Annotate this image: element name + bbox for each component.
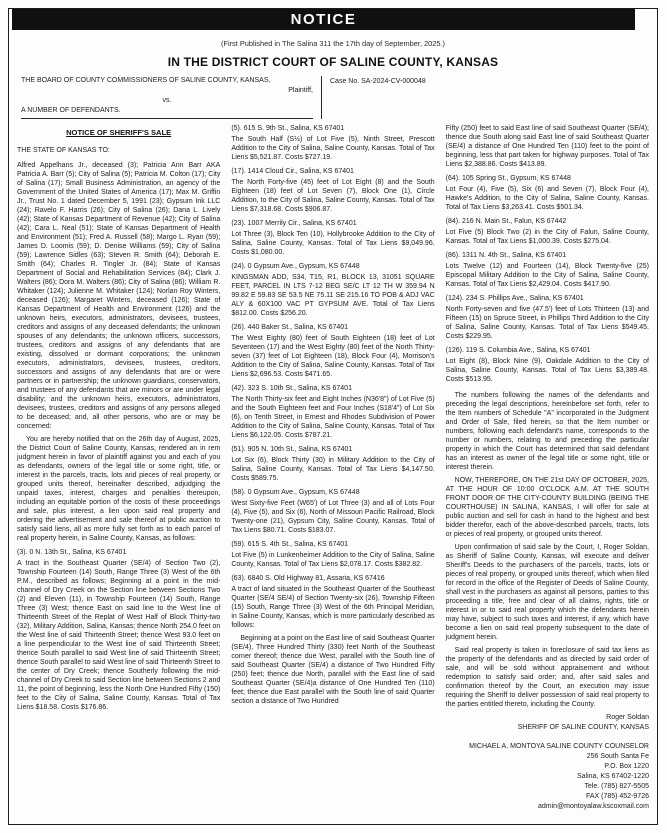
foreclosure-paragraph: Said real property is taken in foreclosure of said tax liens as the property of the defendants and as directed by said order of sale, and will be sold without appraisement and without redemption to satisfy said order; and, after said sales and confirmation thereof by the Court, an execution may issue requiring the Sheriff to deliver possession of said real property to the parties entitled thereto, including the County. (445, 647, 649, 708)
counselor-pobox: P.O. Box 1220 (604, 763, 649, 770)
property-description: The West Eighty (80) feet of South Eighteen (18) feet of Lot Seventeen (17) and the West Eighty (80) feet of the North Thirty-seven (37) feet of Lot Eighteen (18), Block Four (4), Morrison's Addition to the City of Salina, Saline County, Kansas. Total of Tax Liens $2,696.53. Costs $471.65. (231, 335, 435, 378)
property-description: Lot Six (6), Block Thirty (30) in Military Addition to the City of Salina, Saline County, Kansas. Total of Tax Liens $4,147.50. Costs $589.75. (231, 457, 435, 482)
property-description: A tract of land situated in the Southeast Quarter of the Southeast Quarter (SE/4 SE/4) of Section Twenty-six (26), Township Fifteen (15) South, Range Three (3) West of the 6th Principal Meridian, in Saline County, Kansas, which is more particularly described as follows: (231, 586, 435, 629)
property-address: (124). 234 S. Phillips Ave., Salina, KS 67401 (445, 295, 584, 302)
property-description: Lot Five (5) in Lunkenheimer Addition to the City of Salina, Saline County, Kansas. Total of Tax Liens $2,078.17. Costs $382.82. (231, 552, 435, 568)
property-address: (17). 1414 Cloud Cir., Salina, KS 67401 (231, 168, 354, 175)
property-description: Lot Eight (8), Block Nine (9), Oakdale Addition to the City of Salina, Saline County, Kansas. Total of Tax Liens $3,389.48. Costs $513.95. (445, 358, 649, 383)
case-caption (21, 76, 647, 119)
vs-label: vs. (162, 97, 172, 104)
notice-body-columns (9, 119, 657, 812)
property-description-continued: Fifty (250) feet to said East line of said Southeast Quarter (SE/4); thence due South along said East line of said Southeast Quarter (SE/4) a distance of One Hundred Ten (110) feet to the point of beginning, less that part taken for highway purposes. Total of Tax Liens $2,388.86. Costs $413.89. (445, 125, 649, 168)
caption-divider (321, 76, 322, 119)
column-3 (446, 124, 649, 812)
property-address: (26). 440 Baker St., Salina, KS 67401 (231, 324, 349, 331)
court-title: IN THE DISTRICT COURT OF SALINE COUNTY, KANSAS (167, 55, 499, 69)
property-description: The North Thirty-six feet and Eight Inches (N36'8") of Lot Five (5) and the South Eighteen feet and Four Inches (S18'4") of Lot Six (6), on Tenth Street, in Ernest and Rhodes Subdivision of Power Addition to the City of Salina, Saline County, Kansas. Total of Tax Liens $6,122.05. Costs $787.21. (231, 396, 435, 439)
property-address: (84). 216 N. Main St., Falun, KS 67442 (445, 218, 567, 225)
property-address: (126). 119 S. Columbia Ave., Salina, KS 67401 (445, 347, 591, 354)
property-description: West Sixty-five Feet (W65') of Lot Three (3) and all of Lots Four (4), Five (5), and Six (6), North of Missouri Pacific Railroad, Block Twenty-one (21), Gypsum City, Saline County, Kansas. Total of Tax Liens $80.71. Costs $183.07. (231, 500, 435, 534)
notice-banner (12, 9, 635, 30)
counselor-city: Salina, KS 67402-1220 (576, 773, 649, 780)
property-description: North Forty-seven and five (47.5') feet of Lots Thirteen (13) and Fifteen (15) on Spruce Street, in Phillips Third Addition to the City of Salina, Saline County, Kansas. Total of Tax Liens $549.45. Costs $229.95. (445, 306, 649, 340)
plaintiff-name: THE BOARD OF COUNTY COMMISSIONERS OF SALINE COUNTY, KANSAS, (21, 77, 271, 84)
counselor-phone: Tele. (785) 827-5505 (584, 783, 649, 790)
property-address: (23). 1007 Merrily Cir., Salina, KS 67401 (231, 220, 357, 227)
confirmation-paragraph: Upon confirmation of said sale by the Court, I, Roger Soldan, as Sheriff of Saline County, Kansas, will execute and deliver Sheriff's Deeds to the purchasers of the parcels, tracts, lots or pieces of real property, or grouped units thereof, which when filed for record in the office of the Register of Deeds of Saline County, shall vest in the purchasers as against all persons, parties to this proceeding a title, free and clear of all claims, rights, title or interest in or to said real property which the defendants herein may have, subject to such taxes and interest, if any, which have become a lien on said real property subsequent to the date of judgment herein. (445, 544, 649, 641)
judgment-notice-paragraph: You are hereby notified that on the 26th day of August, 2025, the District Court of Saline County, Kansas, rendered an in rem judgment herein in favor of plaintiff against you and each of you as defendants, owners of the legal title or some right, title, or interest in the parcels, tracts, lots and pieces of real property, or grouped units thereof, hereinafter described, adjudging the unpaid taxes, interest, charges and penalties thereupon, including an equitable portion of the costs of these proceedings and sale, plus interest, a lien upon said real property and ordering the advertisement and sale thereof at public auction to satisfy said liens, all as more fully set forth as to each parcel of real property herein, in Saline County, Kansas, as follows: (17, 436, 221, 542)
defendants-list-paragraph: Alfred Appelhans Jr., deceased (3); Patricia Ann Barr AKA Patricia A. Barr (5); City of Salina (5); Patricia M. Colton (17); City of Salina (17); Small Business Administration, an agency of the Government of the United States of America (17); Max M. Griffin Jr., Trust No. 1 dated December 5, 1991 (23); Gypsum Ink LLC (24); Ravelo F. Harris (26); City of Salina (26); Dana L. Lively (42); State of Kansas Department of Revenue (42); City of Salina (42); Cara L. Neal (51); State of Kansas Department of Health and Environment (51); Fred A. Russell (58); Margo L. Ryan (59); James D. Loomis (59); D. Denise Williams (59); City of Salina (59); Lawrence Sidles (63); Steven R. Smith (64); Deborah E. Smith (64); Charles R. Tingler Jr. (84); State of Kansas Department of Social and Rehabilitation Services (84); Clark J. Walters (86); Dora M. Walters (86); City of Salina (86); William R. Whitaker (124); Julienne M. Whitaker (124); Norlan Roy Winters, deceased (126); Margaret Winters, deceased (126); State of Kansas Department of Health and Environment (126) and the unknown heirs, executors, administrators, devisees, trustees, creditors and assigns of any deceased defendants; the unknown spouses of any defendants; the unknown officers, successors, trustees, creditors and assigns of any defendants that are existing, dissolved or dormant corporations; the unknown executors, administrators, devisees, trustees, creditors, successors and assigns of any defendants that are or were partners or in partnership; the unknown guardians, conservators, and trustees of any defendants that are minors or are under legal disability; and the unknown heirs, executors, administrators, devisees, trustees, creditors and assigns of any persons alleged to be deceased; and, all other persons, who are or may be concerned: (17, 162, 221, 430)
signature-spacer (446, 733, 649, 742)
counselor-name: MICHAEL A. MONTOYA SALINE COUNTY COUNSELOR (469, 743, 649, 750)
property-address: (64). 105 Spring St., Gypsum, KS 67448 (445, 175, 571, 182)
signature-block (446, 713, 649, 812)
property-address: (59). 615 S. 4th St., Salina, KS 67401 (231, 541, 349, 548)
defendants-label: A NUMBER OF DEFENDANTS. (21, 107, 121, 114)
property-description: Lot Three (3), Block Ten (10), Hollybrooke Addition to the City of Salina, Saline County, Kansas. Total of Tax Liens $9,049.96. Costs $1,080.00. (231, 231, 435, 256)
schedule-note-paragraph: The numbers following the names of the defendants and preceding the legal descriptions, hereinbefore set forth, refer to the Item numbers of Schedule "A" incorporated in the Judgment and Order of Sale, filed herein, so that the Item number or numbers, following each defendant's name, corresponds to the number or numbers, relating to and preceding the particular property in which the Court has determined that said defendant has an interest as owner of the legal title or some right, title or interest therein. (445, 392, 649, 471)
property-description: KINGSMAN ADD, S34, T15, R1, BLOCK 13, 31051 SQUARE FEET, PARCEL IN LTS 7-12 BEG SE/C LT 12 TH W 359.94 N 99.82 E 59.83 SE 53.5 NE 75.11 SE 215.16 TO POB & ADJ VAC ALY & 60X100 VAC PT GYPSUM AVE. Total of Tax Liens $812.00. Costs $256.20. (231, 274, 435, 317)
sheriff-name: Roger Soldan (606, 714, 649, 721)
case-caption-parties (21, 76, 313, 119)
column-2 (231, 124, 434, 812)
column-1 (17, 124, 220, 812)
counselor-email: admin@montoyalaw.kscoxmail.com (538, 803, 649, 810)
property-description: Beginning at a point on the East line of said Southeast Quarter (SE/4), Three Hundred Thirty (330) feet North of the Southeast corner thereof; thence due West, parallel with the South line of said Southeast Quarter (SE/4) a distance of Two Hundred Fifty (250) feet; thence due North, parallel with the East line of said Southeast Quarter (SE/4)a distance of One Hundred Ten (110) feet; thence due East parallel with the South line of said Quarter section a distance of Two Hundred (231, 635, 435, 705)
property-address: (58). 0 Gypsum Ave., Gypsum, KS 67448 (231, 489, 360, 496)
property-description: The North Forty-five (45) feet of Lot Eight (8) and the South Eighteen (18) feet of Lot Seven (7), Block One (1), Circle Addition, to the City of Salina, Saline County, Kansas. Total of Tax Liens $7,318.68. Costs $906.87. (231, 179, 435, 213)
property-address: (86). 1311 N. 4th St., Salina, KS 67401 (445, 252, 567, 259)
property-address: (63). 6840 S. Old Highway 81, Assaria, KS 67416 (231, 575, 385, 582)
property-description: Lot Five (5) Block Two (2) in the City of Falun, Saline County, Kansas. Total of Tax Liens $1,000.39. Costs $275.04. (445, 229, 649, 245)
state-of-kansas-line: THE STATE OF KANSAS TO: (17, 147, 110, 154)
plaintiff-label: Plaintiff, (288, 87, 313, 94)
sheriff-title: SHERIFF OF SALINE COUNTY, KANSAS (517, 724, 649, 731)
property-address: (24). 0 Gypsum Ave., Gypsum, KS 67448 (231, 263, 360, 270)
property-description: The South Half (S½) of Lot Five (5), Ninth Street, Prescott Addition to the City of Salina, Saline County, Kansas. Total of Tax Liens $5,521.87. Costs $727.19. (231, 136, 435, 161)
first-published-line: (First Published in The Salina 311 the 17th day of September, 2025.) (220, 39, 446, 48)
counselor-street: 256 South Santa Fe (586, 753, 649, 760)
property-description: Lots Twelve (12) and Fourteen (14), Block Twenty-five (25) Episcopal Military Addition to the City of Salina, Saline County, Kansas. Total of Tax Liens $2,429.04. Costs $417.90. (445, 263, 649, 288)
property-address: (42). 323 S. 10th St., Salina, KS 67401 (231, 385, 352, 392)
property-description: Lot Four (4), Five (5), Six (6) and Seven (7), Block Four (4), Hawke's Addition, to the City of Salina, Saline County, Kansas. Total of Tax Liens $3,263.41. Costs $501.34. (445, 186, 649, 211)
notice-banner-label: NOTICE (290, 11, 357, 28)
notice-frame (8, 8, 658, 825)
counselor-fax: FAX (785) 452-9726 (585, 793, 649, 800)
sheriffs-sale-heading: NOTICE OF SHERIFF'S SALE (66, 128, 172, 137)
property-description: A tract in the Southeast Quarter (SE/4) of Section Two (2), Township Fourteen (14) South, Range Three (3) West of the 6th P.M., described as follows; Beginning at a point in the mid-channel of Dry Creek on the Section line between Sections Two (2) and Eleven (11), in Township Fourteen (14) South, Range Three (3) West; thence East on said line to the West line of Thirteenth Street of the Replat of West Half of Block Thirty-two (32), Military Addition, Salina, Kansas; thence North 254.0 feet on the West line of said Thirteenth Street; thence West 93.0 feet on a line perpendicular to the West line of said Thirteenth Street; thence South parallel to said West line of said Thirteenth Street; thence South parallel to said West line of said Thirteenth Street to the center of Dry Creek; thence Southerly following the mid-channel of Dry Creek to said Section line between Sections 2 and 11, the point of beginning, less the North One Hundred Fifty (150) feet to the City of Salina, Saline County, Kansas. Total of Tax Liens $18.58. Costs $176.86. (17, 560, 221, 711)
property-address: (3). 0 N. 13th St., Salina, KS 67401 (17, 549, 127, 556)
sale-announcement-paragraph: NOW, THEREFORE, ON THE 21st DAY OF OCTOBER, 2025, AT THE HOUR OF 10:00 O'CLOCK A.M. AT THE SOUTH FRONT DOOR OF THE CITY-COUNTY BUILDING (BEING THE COURTHOUSE) IN SALINA, KANSAS, I will offer for sale at public auction and sell for cash in hand to the highest and best bidder therefor, each of the above-described parcels, tracts, lots or pieces of real property, or grouped units thereof. (445, 477, 649, 538)
property-address: (51). 905 N. 10th St., Salina, KS 67401 (231, 446, 353, 453)
property-address: (5). 615 S. 9th St., Salina, KS 67401 (231, 125, 345, 132)
case-number: Case No. SA-2024-CV-000048 (330, 78, 426, 85)
